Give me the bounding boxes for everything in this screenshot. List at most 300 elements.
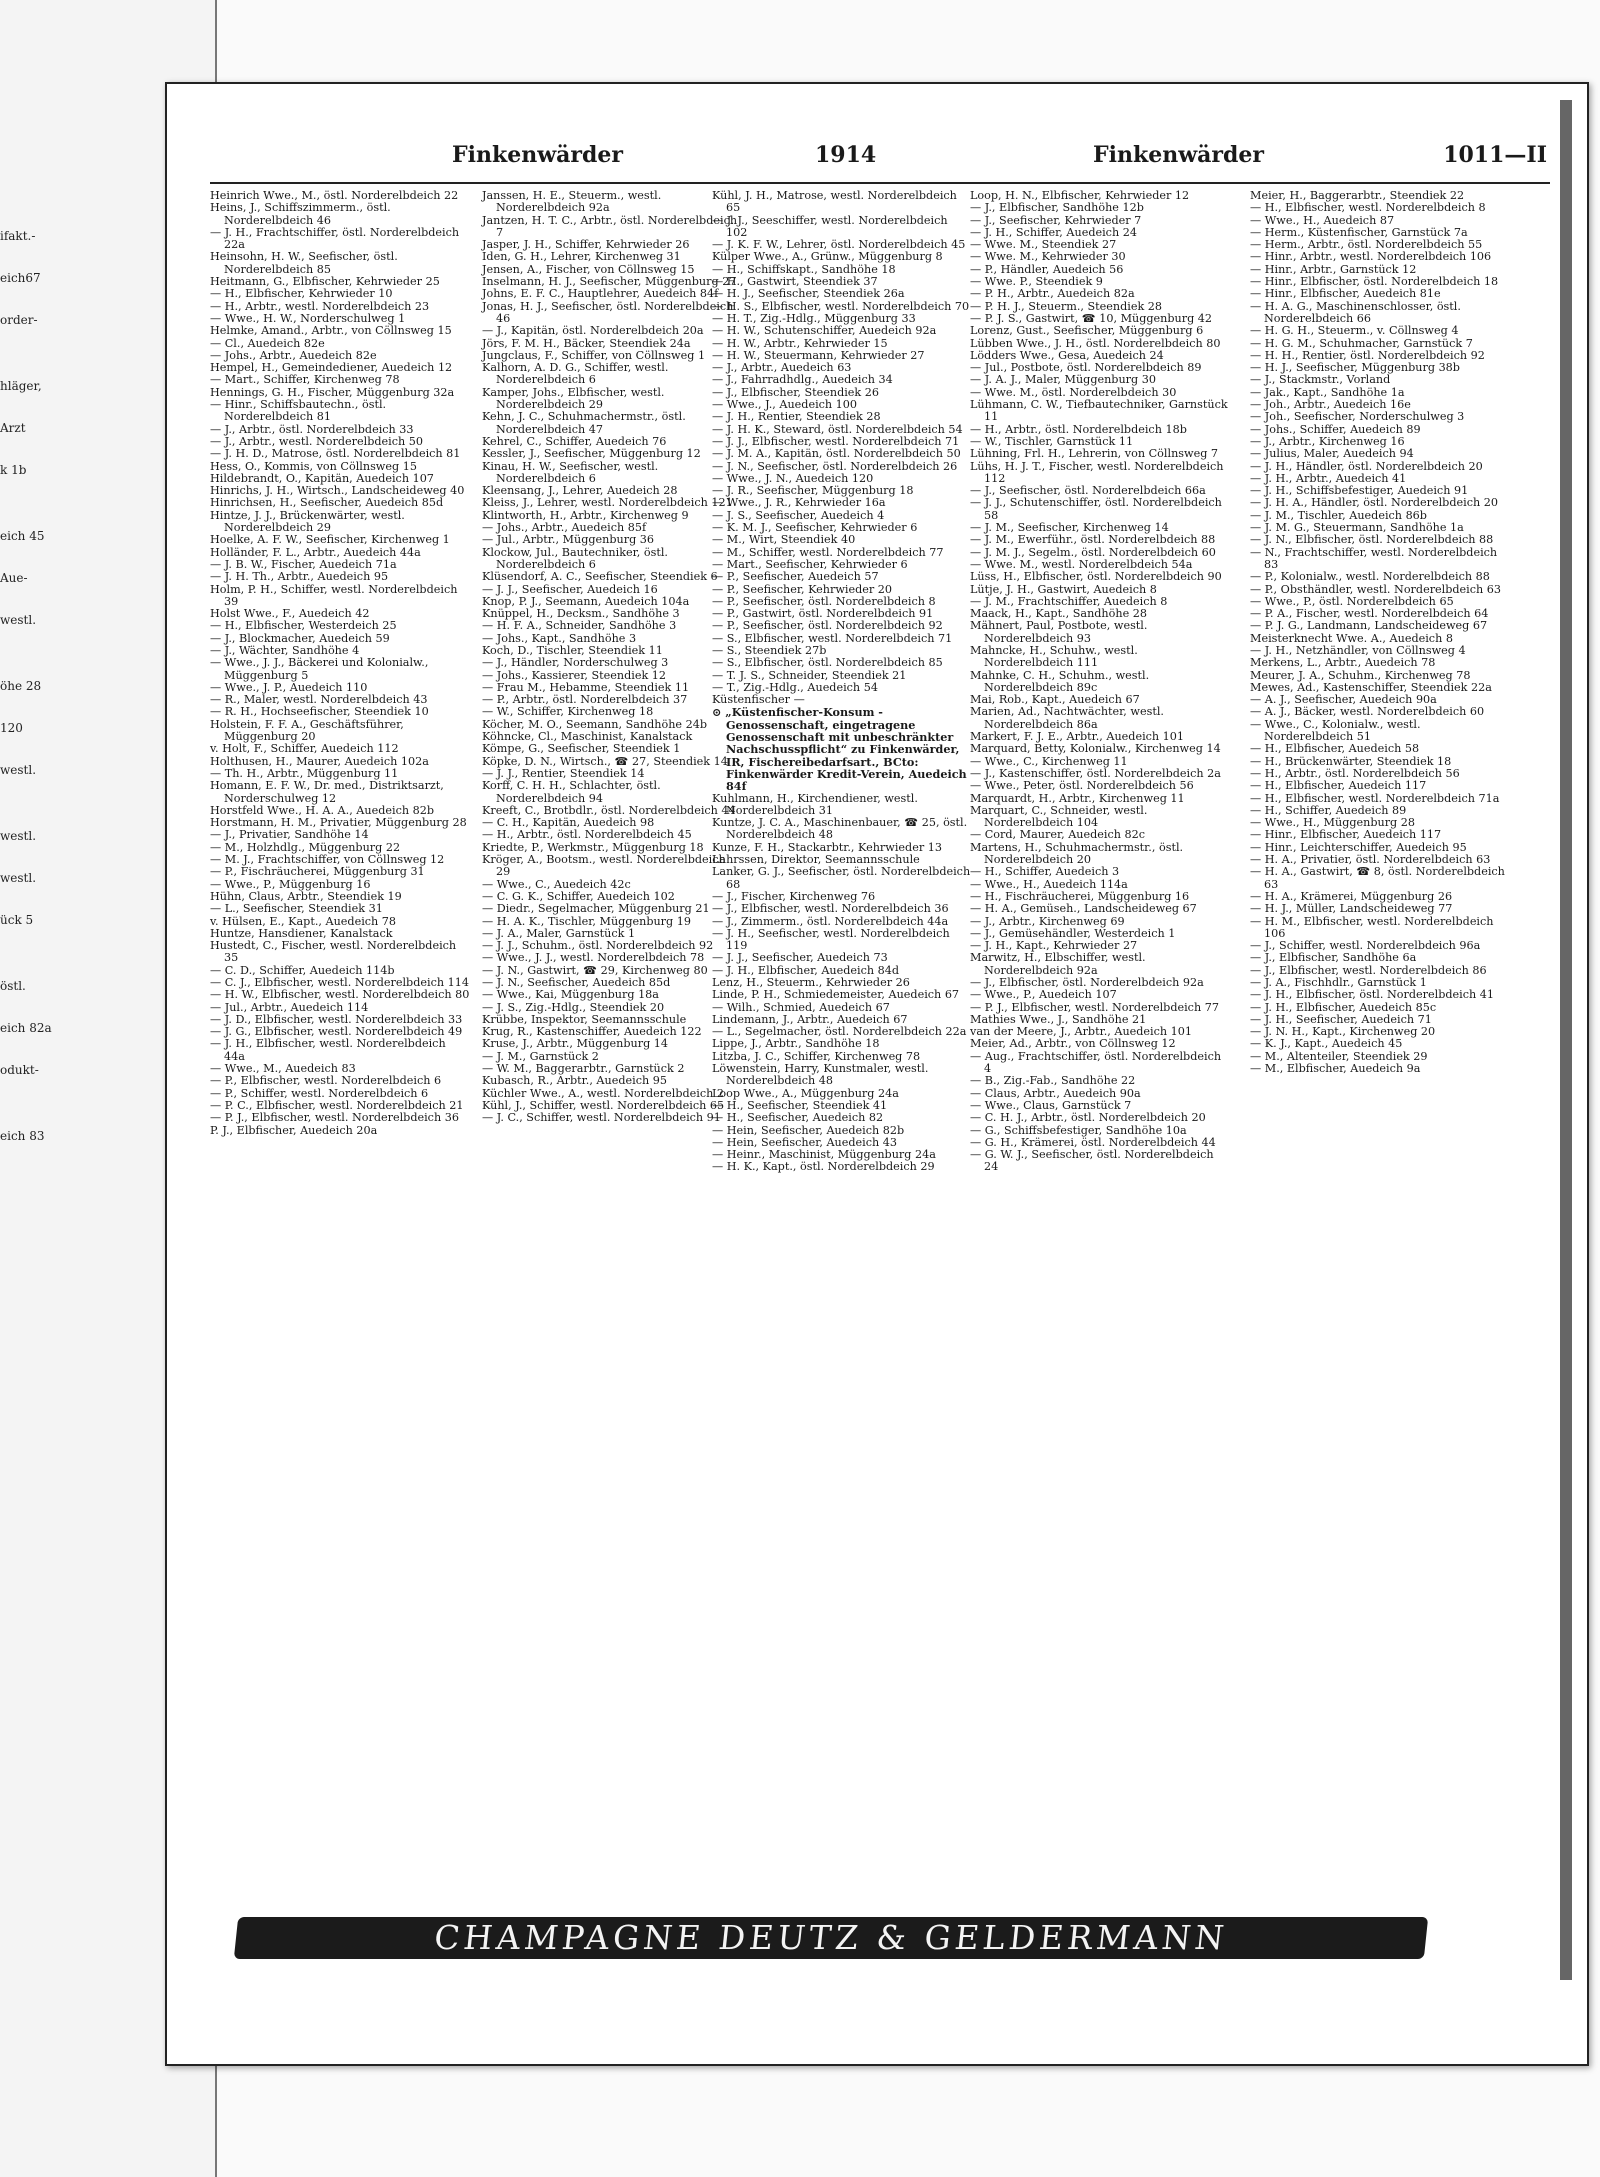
directory-entry: Janssen, H. E., Steuerm., westl. Norderelbdeich 92a	[482, 189, 662, 215]
directory-entry: — Jul., Arbtr., Auedeich 114	[210, 1000, 369, 1014]
directory-entry: — T. J. S., Schneider, Steendiek 21	[712, 668, 907, 682]
directory-entry: — J., Schiffer, westl. Norderelbdeich 96a	[1250, 939, 1481, 953]
directory-entry: Marquart, C., Schneider, westl. Norderelbdeich 104	[970, 803, 1148, 830]
directory-entry: — J. H. A., Händler, östl. Norderelbdeich 20	[1250, 496, 1498, 510]
directory-entry: — J. A., Maler, Garnstück 1	[482, 926, 636, 940]
directory-entry: Meurer, J. A., Schuhm., Kirchenweg 78	[1250, 668, 1471, 682]
directory-entry: — P., Elbfischer, westl. Norderelbdeich 6	[210, 1074, 442, 1088]
directory-entry: — G., Schiffsbefestiger, Sandhöhe 10a	[970, 1123, 1187, 1137]
directory-entry: — Wwe., J. J., Bäckerei und Kolonialw., Müggenburg 5	[210, 656, 429, 682]
directory-entry: — P., Seefischer, östl. Norderelbdeich 92	[712, 619, 943, 633]
directory-entry: Löwenstein, Harry, Kunstmaler, westl. Norderelbdeich 48	[712, 1062, 929, 1088]
directory-entry: — J., Blockmacher, Auedeich 59	[210, 631, 390, 645]
directory-entry: — J. N., Gastwirt, ☎ 29, Kirchenweg 80	[482, 963, 708, 977]
directory-entry: — H., Seefischer, Steendiek 41	[712, 1098, 888, 1112]
directory-entry: Külper Wwe., A., Grünw., Müggenburg 8	[712, 250, 943, 264]
directory-entry: — Hinr., Elbfischer, Auedeich 81e	[1250, 287, 1441, 301]
directory-entry: — B., Zig.-Fab., Sandhöhe 22	[970, 1074, 1136, 1088]
directory-entry: — J., Kastenschiffer, östl. Norderelbdeich 2a	[970, 766, 1221, 780]
directory-entry: — Wwe., J. R., Kehrwieder 16a	[712, 496, 886, 510]
directory-entry: — J., Seefischer, Kehrwieder 7	[970, 213, 1142, 227]
directory-entry: — J. M., Frachtschiffer, Auedeich 8	[970, 594, 1168, 608]
directory-entry: — J. S., Zig.-Hdlg., Steendiek 20	[482, 1000, 665, 1014]
directory-entry: — Mart., Seefischer, Kehrwieder 6	[712, 557, 908, 571]
directory-entry: — H. J., Müller, Landscheideweg 77	[1250, 902, 1453, 916]
directory-entry: Kleensang, J., Lehrer, Auedeich 28	[482, 484, 678, 498]
directory-entry: — J. M., Tischler, Auedeich 86b	[1250, 508, 1427, 522]
directory-entry: — J., Kapitän, östl. Norderelbdeich 20a	[482, 324, 704, 338]
directory-entry: Köcher, M. O., Seemann, Sandhöhe 24b	[482, 717, 707, 731]
directory-entry: — J., Fischer, Kirchenweg 76	[712, 889, 876, 903]
directory-entry: — J. H., Rentier, Steendiek 28	[712, 410, 881, 424]
directory-entry: — Julius, Maler, Auedeich 94	[1250, 447, 1414, 461]
directory-entry: — J. J., Seeschiffer, westl. Norderelbdeich 102	[712, 213, 948, 239]
directory-entry: — M., Elbfischer, Auedeich 9a	[1250, 1062, 1421, 1076]
directory-entry: Merkens, L., Arbtr., Auedeich 78	[1250, 656, 1436, 670]
adjacent-text-fragment: order-	[0, 313, 38, 327]
directory-entry: — H., Elbfischer, Auedeich 117	[1250, 779, 1427, 793]
directory-entry: — J. H., Seefischer, westl. Norderelbdeich 119	[712, 926, 950, 953]
directory-entry: — P., Seefischer, Kehrwieder 20	[712, 582, 893, 596]
directory-entry: — H. A. G., Maschinenschlosser, östl. Norderelbdeich 66	[1250, 299, 1461, 325]
directory-entry: Lütje, J. H., Gastwirt, Auedeich 8	[970, 582, 1157, 596]
directory-entry: Heinrich Wwe., M., östl. Norderelbdeich 22	[210, 189, 459, 202]
directory-entry: Heins, J., Schiffszimmerm., östl. Norderelbdeich 46	[210, 201, 391, 227]
directory-entry: — Hinr., Elbfischer, Auedeich 117	[1250, 828, 1442, 842]
directory-entry: — Hinr., Leichterschiffer, Auedeich 95	[1250, 840, 1467, 854]
directory-entry: Kinau, H. W., Seefischer, westl. Norderelbdeich 6	[482, 459, 659, 485]
adjacent-text-fragment: eich 83	[0, 1129, 45, 1143]
directory-entry: — Hein, Seefischer, Auedeich 43	[712, 1135, 897, 1149]
directory-entry: — H. A., Privatier, östl. Norderelbdeich 63	[1250, 853, 1491, 867]
column-1	[210, 190, 470, 1137]
directory-entry: Korff, C. H. H., Schlachter, östl. Norderelbdeich 94	[482, 779, 661, 805]
directory-entry: — J. H. K., Steward, östl. Norderelbdeich 54	[712, 422, 963, 436]
directory-entry: — J., Stackmstr., Vorland	[1250, 373, 1391, 387]
directory-entry: — J., Elbfischer, Steendiek 26	[712, 385, 879, 399]
directory-entry: Mai, Rob., Kapt., Auedeich 67	[970, 693, 1140, 707]
directory-entry: Hintze, J. J., Brückenwärter, westl. Norderelbdeich 29	[210, 508, 405, 535]
directory-entry: — Wwe., J. N., Auedeich 120	[712, 471, 874, 485]
directory-entry: — J. S., Seefischer, Auedeich 4	[712, 508, 885, 522]
directory-entry: — Wwe., J., Auedeich 100	[712, 398, 858, 412]
directory-entry: Loop, H. N., Elbfischer, Kehrwieder 12	[970, 189, 1190, 202]
directory-entry: — Wwe., H., Auedeich 87	[1250, 213, 1395, 227]
directory-entry: Markert, F. J. E., Arbtr., Auedeich 101	[970, 730, 1185, 744]
directory-entry: — H., Elbfischer, Auedeich 58	[1250, 742, 1420, 756]
directory-entry: — J., Seefischer, östl. Norderelbdeich 66a	[970, 484, 1206, 498]
directory-entry: Holstein, F. F. A., Geschäftsführer, Müggenburg 20	[210, 717, 404, 744]
directory-entry: — J. H., Kapt., Kehrwieder 27	[970, 939, 1138, 953]
directory-entry: — Wwe., M., Auedeich 83	[210, 1062, 356, 1076]
directory-entry: — A. J., Seefischer, Auedeich 90a	[1250, 693, 1437, 707]
directory-entry: — P., Schiffer, westl. Norderelbdeich 6	[210, 1086, 429, 1100]
directory-entry: — J. K. F. W., Lehrer, östl. Norderelbdeich 45	[712, 238, 966, 252]
directory-entry: — Cl., Auedeich 82e	[210, 336, 325, 350]
directory-entry: Hinrichsen, H., Seefischer, Auedeich 85d	[210, 496, 444, 510]
directory-entry: — J., Elbfischer, Sandhöhe 12b	[970, 201, 1144, 215]
directory-entry: Hoelke, A. F. W., Seefischer, Kirchenweg 1	[210, 533, 450, 547]
header-place-right: Finkenwärder	[1093, 142, 1264, 168]
column-2	[482, 190, 742, 1125]
directory-entry: Marquardt, H., Arbtr., Kirchenweg 11	[970, 791, 1185, 805]
directory-entry: — J. M. A., Kapitän, östl. Norderelbdeich 50	[712, 447, 961, 461]
directory-entry: Hennings, G. H., Fischer, Müggenburg 32a	[210, 385, 455, 399]
directory-entry: — Jul., Arbtr., Müggenburg 36	[482, 533, 655, 547]
directory-entry: — H., Arbtr., östl. Norderelbdeich 45	[482, 828, 692, 842]
column-3	[712, 190, 972, 1174]
directory-entry: Meier, H., Baggerarbtr., Steendiek 22	[1250, 189, 1465, 202]
directory-entry: Lödders Wwe., Gesa, Auedeich 24	[970, 348, 1164, 362]
directory-entry: — L., Segelmacher, östl. Norderelbdeich 22a	[712, 1025, 967, 1039]
directory-entry: — J. J., Rentier, Steendiek 14	[482, 766, 645, 780]
header-year: 1914	[815, 142, 877, 168]
directory-entry: — C. D., Schiffer, Auedeich 114b	[210, 963, 395, 977]
directory-entry: — H. G. H., Steuerm., v. Cöllnsweg 4	[1250, 324, 1459, 338]
directory-entry: — J. C., Schiffer, westl. Norderelbdeich 91	[482, 1111, 721, 1125]
directory-entry: v. Holt, F., Schiffer, Auedeich 112	[210, 742, 399, 756]
directory-entry: — J. M., Garnstück 2	[482, 1049, 599, 1063]
header-place-left: Finkenwärder	[452, 142, 623, 168]
directory-entry: — J. H., Seefischer, Auedeich 71	[1250, 1012, 1432, 1026]
directory-entry: — H., Arbtr., östl. Norderelbdeich 56	[1250, 766, 1460, 780]
directory-entry: — J. H. D., Matrose, östl. Norderelbdeich 81	[210, 447, 461, 461]
directory-entry: Kömpe, G., Seefischer, Steendiek 1	[482, 742, 681, 756]
directory-entry: Meisterknecht Wwe. A., Auedeich 8	[1250, 631, 1453, 645]
directory-entry: — K. J., Kapt., Auedeich 45	[1250, 1037, 1403, 1051]
directory-entry: — Wwe., H., Auedeich 114a	[970, 877, 1128, 891]
directory-entry: — Wilh., Schmied, Auedeich 67	[712, 1000, 890, 1014]
directory-entry: Koch, D., Tischler, Steendiek 11	[482, 643, 663, 657]
directory-entry: — H. W., Arbtr., Kehrwieder 15	[712, 336, 888, 350]
directory-entry: — J., Arbtr., Auedeich 63	[712, 361, 852, 375]
directory-entry: Kehn, J. C., Schuhmachermstr., östl. Norderelbdeich 47	[482, 410, 686, 436]
directory-entry: — Heinr., Maschinist, Müggenburg 24a	[712, 1148, 936, 1162]
directory-entry: — H., Schiffer, Auedeich 89	[1250, 803, 1407, 817]
directory-entry: — Wwe., Kai, Müggenburg 18a	[482, 988, 659, 1002]
directory-entry: — J. N., Seefischer, östl. Norderelbdeich 26	[712, 459, 958, 473]
directory-entry: Jensen, A., Fischer, von Cöllnsweg 15	[482, 262, 695, 276]
column-4	[970, 190, 1230, 1174]
directory-entry: Mähnert, Paul, Postbote, westl. Norderelbdeich 93	[970, 619, 1148, 645]
directory-entry: Kuntze, J. C. A., Maschinenbauer, ☎ 25, östl. Norderelbdeich 48	[712, 816, 968, 842]
column-5	[1250, 190, 1505, 1075]
directory-entry: — Diedr., Segelmacher, Müggenburg 21	[482, 902, 710, 916]
directory-entry: Hinrichs, J. H., Wirtsch., Landscheideweg 40	[210, 484, 465, 498]
directory-entry: — J. H., Elbfischer, östl. Norderelbdeich 41	[1250, 988, 1494, 1002]
directory-entry: — J. M. J., Segelm., östl. Norderelbdeich 60	[970, 545, 1216, 559]
header-rule	[210, 182, 1550, 184]
directory-entry: — K. M. J., Seefischer, Kehrwieder 6	[712, 521, 918, 535]
directory-entry: — G. W. J., Seefischer, östl. Norderelbdeich 24	[970, 1148, 1214, 1174]
directory-entry: — J. J., Elbfischer, westl. Norderelbdeich 71	[712, 434, 960, 448]
directory-entry: — Johs., Kassierer, Steendiek 12	[482, 668, 667, 682]
directory-entry: — J. B. W., Fischer, Auedeich 71a	[210, 557, 397, 571]
directory-entry: — J. H., Schiffer, Auedeich 24	[970, 225, 1137, 239]
directory-entry: — G. H., Krämerei, östl. Norderelbdeich 44	[970, 1135, 1216, 1149]
directory-entry: — P., Arbtr., östl. Norderelbdeich 37	[482, 693, 688, 707]
directory-entry: Köhncke, Cl., Maschinist, Kanalstack	[482, 730, 693, 744]
directory-entry: — P. J. S., Gastwirt, ☎ 10, Müggenburg 42	[970, 311, 1213, 325]
adjacent-text-fragment: odukt-	[0, 1063, 39, 1077]
directory-entry: Jasper, J. H., Schiffer, Kehrwieder 26	[482, 238, 690, 252]
directory-entry: — Frau M., Hebamme, Steendiek 11	[482, 680, 690, 694]
directory-entry: — J., Elbfischer, westl. Norderelbdeich 86	[1250, 963, 1487, 977]
directory-entry: Kühl, J., Schiffer, westl. Norderelbdeich 65	[482, 1098, 725, 1112]
directory-entry: — Johs., Schiffer, Auedeich 89	[1250, 422, 1421, 436]
directory-entry: — M. J., Frachtschiffer, von Cöllnsweg 12	[210, 853, 445, 867]
directory-entry: — J. H., Arbtr., Auedeich 41	[1250, 471, 1407, 485]
directory-entry: Klintworth, H., Arbtr., Kirchenweg 9	[482, 508, 689, 522]
directory-entry: — Wwe., P., östl. Norderelbdeich 65	[1250, 594, 1454, 608]
directory-entry: — J. H., Elbfischer, westl. Norderelbdeich 44a	[210, 1037, 446, 1063]
directory-entry: — P., Fischräucherei, Müggenburg 31	[210, 865, 425, 879]
directory-entry: — Wwe., H. W., Norderschulweg 1	[210, 311, 406, 325]
directory-entry: Homann, E. F. W., Dr. med., Distriktsarzt, Norderschulweg 12	[210, 779, 444, 805]
directory-entry: Horstmann, H. M., Privatier, Müggenburg 28	[210, 816, 467, 830]
directory-entry: Mahnke, C. H., Schuhm., westl. Norderelbdeich 89c	[970, 668, 1150, 694]
directory-entry: — H., Brückenwärter, Steendiek 18	[1250, 754, 1452, 768]
directory-entry: — J. H., Elbfischer, Auedeich 85c	[1250, 1000, 1437, 1014]
adjacent-text-fragment: ifakt.-	[0, 229, 36, 243]
directory-entry: — H. W., Elbfischer, westl. Norderelbdeich 80	[210, 988, 470, 1002]
directory-entry: — C. G. K., Schiffer, Auedeich 102	[482, 889, 675, 903]
directory-entry: — J. J., Schutenschiffer, östl. Norderelbdeich 58	[970, 496, 1222, 522]
directory-entry: — J., Wächter, Sandhöhe 4	[210, 643, 360, 657]
directory-entry: — C. H. J., Arbtr., östl. Norderelbdeich 20	[970, 1111, 1206, 1125]
directory-entry: — C. H., Kapitän, Auedeich 98	[482, 816, 655, 830]
directory-entry: Kamper, Johs., Elbfischer, westl. Norderelbdeich 29	[482, 385, 665, 412]
directory-entry: — J. N., Seefischer, Auedeich 85d	[482, 976, 671, 989]
directory-entry: — J. H., Elbfischer, Auedeich 84d	[712, 963, 900, 977]
directory-entry: — Wwe., J. J., westl. Norderelbdeich 78	[482, 951, 705, 965]
directory-entry: Hess, O., Kommis, von Cöllnsweg 15	[210, 459, 417, 473]
directory-entry: — Wwe., Peter, östl. Norderelbdeich 56	[970, 779, 1194, 793]
directory-entry: — J. N. H., Kapt., Kirchenweg 20	[1250, 1025, 1436, 1039]
directory-entry: — H. W., Schutenschiffer, Auedeich 92a	[712, 324, 937, 338]
directory-entry: Jungclaus, F., Schiffer, von Cöllnsweg 1	[482, 348, 706, 362]
directory-entry: — H. M., Elbfischer, westl. Norderelbdeich 106	[1250, 914, 1494, 940]
directory-entry: — P. J., Elbfischer, westl. Norderelbdeich 77	[970, 1000, 1219, 1014]
directory-entry: — J., Fahrradhdlg., Auedeich 34	[712, 373, 893, 387]
directory-entry: — R. H., Hochseefischer, Steendiek 10	[210, 705, 429, 719]
directory-entry: — J. J., Schuhm., östl. Norderelbdeich 92	[482, 939, 714, 953]
directory-entry: Inselmann, H. J., Seefischer, Müggenburg 27	[482, 275, 737, 289]
directory-entry: — N., Frachtschiffer, westl. Norderelbdeich 83	[1250, 545, 1498, 571]
directory-entry: Krübbe, Inspektor, Seemannsschule	[482, 1012, 687, 1026]
directory-entry: — P., Seefischer, östl. Norderelbdeich 8	[712, 594, 936, 608]
directory-entry: Maack, H., Kapt., Sandhöhe 28	[970, 607, 1147, 621]
directory-entry: — Joh., Seefischer, Norderschulweg 3	[1250, 410, 1465, 424]
directory-entry: — Wwe., P., Auedeich 107	[970, 988, 1117, 1002]
directory-entry: — H. S., Elbfischer, westl. Norderelbdeich 70	[712, 299, 970, 313]
directory-entry: — H. J., Seefischer, Steendiek 26a	[712, 287, 905, 301]
directory-entry: Huntze, Hansdiener, Kanalstack	[210, 926, 393, 940]
directory-entry: — P. H., Arbtr., Auedeich 82a	[970, 287, 1135, 301]
page-header	[215, 142, 1547, 182]
directory-entry: — Claus, Arbtr., Auedeich 90a	[970, 1086, 1141, 1100]
directory-entry: Hildebrandt, O., Kapitän, Auedeich 107	[210, 471, 434, 485]
directory-entry: — J. J., Seefischer, Auedeich 73	[712, 951, 888, 965]
directory-entry: — Hinr., Arbtr., westl. Norderelbdeich 106	[1250, 250, 1492, 264]
adjacent-text-fragment: hläger,	[0, 379, 42, 393]
directory-entry: Kreeft, C., Brotbdlr., östl. Norderelbdeich 44	[482, 803, 736, 817]
directory-entry: — Th. H., Arbtr., Müggenburg 11	[210, 766, 399, 780]
directory-entry: — P., Händler, Auedeich 56	[970, 262, 1124, 276]
directory-entry: — J., Arbtr., östl. Norderelbdeich 33	[210, 422, 414, 436]
directory-entry: — H. K., Kapt., östl. Norderelbdeich 29	[712, 1160, 935, 1174]
directory-entry: — J. M. G., Steuermann, Sandhöhe 1a	[1250, 521, 1464, 535]
directory-entry: — P. C., Elbfischer, westl. Norderelbdeich 21	[210, 1098, 464, 1112]
directory-entry: — L., Seefischer, Steendiek 31	[210, 902, 383, 916]
directory-entry: Lühning, Frl. H., Lehrerin, von Cöllnsweg 7	[970, 447, 1219, 461]
directory-entry: — J. M., Ewerführ., östl. Norderelbdeich 88	[970, 533, 1216, 547]
directory-entry: — Wwe., C., Kolonialw., westl. Norderelbdeich 51	[1250, 717, 1421, 744]
directory-entry: Holthusen, H., Maurer, Auedeich 102a	[210, 754, 429, 768]
directory-entry: — P., Obsthändler, westl. Norderelbdeich 63	[1250, 582, 1502, 596]
directory-entry: — J. J., Seefischer, Auedeich 16	[482, 582, 658, 596]
directory-entry: — Wwe., H., Müggenburg 28	[1250, 816, 1416, 830]
directory-entry: — J., Elbfischer, Sandhöhe 6a	[1250, 951, 1417, 965]
directory-entry: Kehrel, C., Schiffer, Auedeich 76	[482, 434, 667, 448]
adjacent-text-fragment: westl.	[0, 829, 37, 843]
directory-entry: — S., Elbfischer, östl. Norderelbdeich 85	[712, 656, 943, 670]
directory-entry: Lübben Wwe., J. H., östl. Norderelbdeich 80	[970, 336, 1221, 350]
directory-entry: Küstenfischer —	[712, 693, 805, 707]
directory-entry: — J., Arbtr., Kirchenweg 16	[1250, 434, 1405, 448]
directory-entry: Marien, Ad., Nachtwächter, westl. Norderelbdeich 86a	[970, 705, 1164, 731]
directory-entry: Lorenz, Gust., Seefischer, Müggenburg 6	[970, 324, 1204, 338]
directory-entry: Martens, H., Schuhmachermstr., östl. Norderelbdeich 20	[970, 840, 1184, 867]
directory-entry: — P. A., Fischer, westl. Norderelbdeich 64	[1250, 607, 1489, 621]
directory-entry: Hühn, Claus, Arbtr., Steendiek 19	[210, 889, 402, 903]
adjacent-text-fragment: öhe 28	[0, 679, 42, 693]
directory-entry: — J. H. Th., Arbtr., Auedeich 95	[210, 570, 389, 584]
directory-entry: Kühl, J. H., Matrose, westl. Norderelbdeich 65	[712, 189, 957, 215]
directory-entry: Linde, P. H., Schmiedemeister, Auedeich 67	[712, 988, 960, 1002]
directory-entry: Kriedte, P., Werkmstr., Müggenburg 18	[482, 840, 704, 854]
directory-entry: — H. H., Rentier, östl. Norderelbdeich 92	[1250, 348, 1485, 362]
directory-entry: — P., Gastwirt, östl. Norderelbdeich 91	[712, 607, 934, 621]
directory-entry: — Mart., Schiffer, Kirchenweg 78	[210, 373, 400, 387]
adjacent-text-fragment: westl.	[0, 763, 37, 777]
directory-entry: Klockow, Jul., Bautechniker, östl. Norderelbdeich 6	[482, 545, 668, 571]
directory-entry: — H., Elbfischer, Kehrwieder 10	[210, 287, 393, 301]
directory-entry: — Wwe., J. P., Auedeich 110	[210, 680, 368, 694]
directory-entry: Küchler Wwe., A., westl. Norderelbdeich 2	[482, 1086, 724, 1100]
directory-entry: — Wwe. M., westl. Norderelbdeich 54a	[970, 557, 1193, 571]
directory-entry: — J. A., Fischhdlr., Garnstück 1	[1250, 976, 1427, 989]
directory-entry: — S., Elbfischer, westl. Norderelbdeich 71	[712, 631, 953, 645]
directory-entry: — J., Arbtr., Kirchenweg 69	[970, 914, 1125, 928]
directory-entry: — J., Gemüsehändler, Westerdeich 1	[970, 926, 1176, 940]
directory-entry: Meier, Ad., Arbtr., von Cöllnsweg 12	[970, 1037, 1176, 1051]
directory-entry: — S., Steendiek 27b	[712, 643, 827, 657]
directory-entry: — W., Tischler, Garnstück 11	[970, 434, 1134, 448]
directory-entry: — J. G., Elbfischer, westl. Norderelbdeich 49	[210, 1025, 463, 1039]
directory-entry: Jantzen, H. T. C., Arbtr., östl. Norderelbdeich 7	[482, 213, 738, 239]
adjacent-text-fragment: Aue-	[0, 571, 28, 585]
directory-entry: — H., Elbfischer, westl. Norderelbdeich 8	[1250, 201, 1486, 215]
directory-entry: — R., Maler, westl. Norderelbdeich 43	[210, 693, 428, 707]
advertisement-banner: CHAMPAGNE DEUTZ & GELDERMANN	[234, 1917, 1428, 1959]
directory-entry: — H. A. K., Tischler, Müggenburg 19	[482, 914, 691, 928]
directory-entry: — J. D., Elbfischer, westl. Norderelbdeich 33	[210, 1012, 463, 1026]
directory-entry: — J., Händler, Norderschulweg 3	[482, 656, 669, 670]
directory-entry: — H., Elbfischer, westl. Norderelbdeich 71a	[1250, 791, 1500, 805]
directory-entry: — Jak., Kapt., Sandhöhe 1a	[1250, 385, 1405, 399]
directory-entry: Lühmann, C. W., Tiefbautechniker, Garnstück 11	[970, 398, 1228, 424]
adjacent-text-fragment: eich 45	[0, 529, 45, 543]
directory-entry: Lahrssen, Direktor, Seemannsschule	[712, 853, 920, 867]
directory-entry: Holländer, F. L., Arbtr., Auedeich 44a	[210, 545, 421, 559]
directory-entry: van der Meere, J., Arbtr., Auedeich 101	[970, 1025, 1193, 1039]
directory-entry: — M., Wirt, Steendiek 40	[712, 533, 856, 547]
directory-entry: — J. H., Netzhändler, von Cöllnsweg 4	[1250, 643, 1466, 657]
directory-entry: — Johs., Arbtr., Auedeich 85f	[482, 521, 647, 535]
adjacent-text-fragment: westl.	[0, 613, 37, 627]
directory-entry: Marquard, Betty, Kolonialw., Kirchenweg 14	[970, 742, 1221, 756]
directory-entry: — H. F. A., Schneider, Sandhöhe 3	[482, 619, 677, 633]
directory-entry: — H., Fischräucherei, Müggenburg 16	[970, 889, 1190, 903]
directory-entry: — J. H., Händler, östl. Norderelbdeich 20	[1250, 459, 1483, 473]
adjacent-text-fragment: Arzt	[0, 421, 26, 435]
directory-entry: Kruse, J., Arbtr., Müggenburg 14	[482, 1037, 669, 1051]
directory-entry: — J., Elbfischer, östl. Norderelbdeich 92a	[970, 976, 1204, 989]
adjacent-text-fragment: eich 82a	[0, 1021, 52, 1035]
directory-entry: Kuhlmann, H., Kirchendiener, westl. Norderelbdeich 31	[712, 791, 918, 817]
adjacent-text-fragment: westl.	[0, 871, 37, 885]
directory-entry: — M., Holzhdlg., Müggenburg 22	[210, 840, 401, 854]
directory-entry: Kleiss, J., Lehrer, westl. Norderelbdeich 121	[482, 496, 733, 510]
header-page-number: 1011—II	[1443, 142, 1547, 168]
directory-entry: Kubasch, R., Arbtr., Auedeich 95	[482, 1074, 667, 1088]
directory-entry: Lippe, J., Arbtr., Sandhöhe 18	[712, 1037, 880, 1051]
directory-entry: — H., Arbtr., östl. Norderelbdeich 18b	[970, 422, 1187, 436]
directory-entry: — Wwe., P., Müggenburg 16	[210, 877, 371, 891]
directory-entry: Lanker, G. J., Seefischer, östl. Norderelbdeich 68	[712, 865, 971, 891]
directory-entry: Iden, G. H., Lehrer, Kirchenweg 31	[482, 250, 681, 264]
adjacent-text-fragment: eich67	[0, 271, 41, 285]
directory-entry: Mahncke, H., Schuhw., westl. Norderelbdeich 111	[970, 643, 1138, 670]
directory-entry: — Herm., Arbtr., östl. Norderelbdeich 55	[1250, 238, 1483, 252]
directory-entry: Holm, P. H., Schiffer, westl. Norderelbdeich 39	[210, 582, 458, 608]
directory-entry: Heinsohn, H. W., Seefischer, östl. Norderelbdeich 85	[210, 250, 398, 276]
directory-entry: — J. R., Seefischer, Müggenburg 18	[712, 484, 914, 498]
directory-entry: Horstfeld Wwe., H. A. A., Auedeich 82b	[210, 803, 434, 817]
directory-entry: — H., Gastwirt, Steendiek 37	[712, 275, 878, 289]
directory-entry: — J. M., Seefischer, Kirchenweg 14	[970, 521, 1169, 535]
directory-entry: — W., Schiffer, Kirchenweg 18	[482, 705, 654, 719]
directory-entry: Mathies Wwe., J., Sandhöhe 21	[970, 1012, 1147, 1026]
directory-entry: Kessler, J., Seefischer, Müggenburg 12	[482, 447, 701, 461]
directory-entry: Marwitz, H., Elbschiffer, westl. Norderelbdeich 92a	[970, 951, 1146, 977]
directory-entry: ⊙ „Küstenfischer-Konsum - Genossenschaft, eingetragene Genossenschaft mit unbeschränkter Nachschusspflicht“ zu Finkenwärder, IR, Fischereibedarfsart., BCto: Finkenwärder Kredit-Verein, Auedeich 84f	[712, 705, 967, 794]
directory-entry: Jörs, F. M. H., Bäcker, Steendiek 24a	[482, 336, 691, 350]
directory-entry: — J., Arbtr., westl. Norderelbdeich 50	[210, 434, 424, 448]
directory-entry: Loop Wwe., A., Müggenburg 24a	[712, 1086, 899, 1100]
directory-entry: — T., Zig.-Hdlg., Auedeich 54	[712, 680, 878, 694]
directory-entry: — Johs., Arbtr., Auedeich 82e	[210, 348, 377, 362]
directory-entry: — J., Zimmerm., östl. Norderelbdeich 44a	[712, 914, 949, 928]
directory-entry: Kalhorn, A. D. G., Schiffer, westl. Norderelbdeich 6	[482, 361, 669, 387]
directory-entry: Lenz, H., Steuerm., Kehrwieder 26	[712, 976, 910, 989]
directory-entry: — Wwe. M., Steendiek 27	[970, 238, 1117, 252]
page-edge	[1560, 100, 1572, 1980]
directory-entry: — H. A., Gastwirt, ☎ 8, östl. Norderelbdeich 63	[1250, 865, 1505, 891]
directory-entry: Krug, R., Kastenschiffer, Auedeich 122	[482, 1025, 702, 1039]
directory-entry: Johns, E. F. C., Hauptlehrer, Auedeich 84f	[482, 287, 719, 301]
